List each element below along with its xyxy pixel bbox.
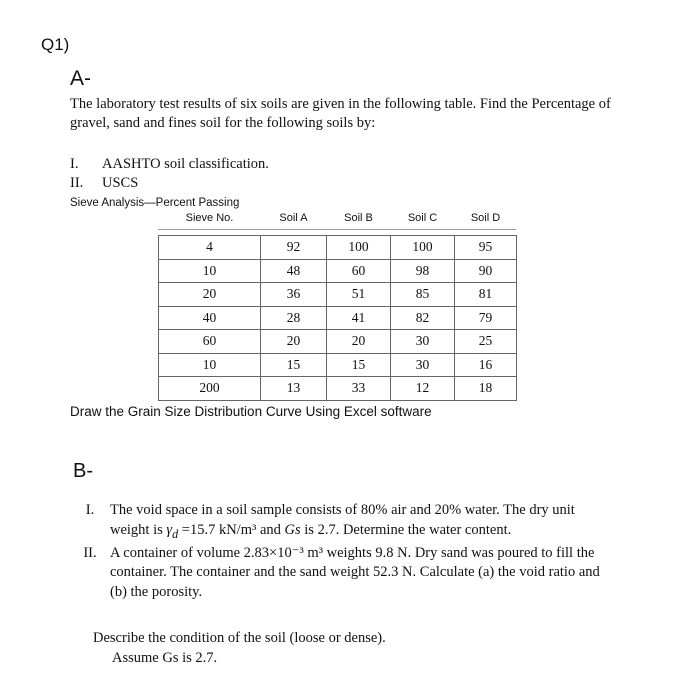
- table-cell: 51: [327, 283, 391, 307]
- table-cell: 12: [391, 377, 455, 401]
- table-cell: 10: [159, 353, 261, 377]
- describe-instruction: Describe the condition of the soil (loose or dense).: [93, 630, 386, 646]
- method-text: AASHTO soil classification.: [102, 156, 269, 172]
- table-cell: 20: [261, 330, 327, 354]
- table-row: [159, 236, 517, 260]
- part-a-heading: A-: [70, 67, 91, 90]
- table-cell: 20: [159, 283, 261, 307]
- problem-item: [70, 501, 630, 544]
- column-header: Soil A: [279, 212, 308, 224]
- table-cell: 92: [261, 236, 327, 260]
- table-cell: 28: [261, 306, 327, 330]
- column-header: Sieve No.: [185, 212, 234, 224]
- table-row: [159, 259, 517, 283]
- table-cell: 41: [327, 306, 391, 330]
- assumption-note: Assume Gs is 2.7.: [112, 650, 218, 666]
- table-row: [159, 377, 517, 401]
- part-a-intro: The laboratory test results of six soils are given in the following table. Find the Percentage of gravel, sand and fines soil for the following soils by:: [70, 96, 611, 131]
- table-header-row: [159, 207, 517, 229]
- table-cell: 16: [455, 353, 517, 377]
- table-caption: Sieve Analysis—Percent Passing: [70, 197, 240, 209]
- table-cell: 4: [159, 236, 261, 260]
- table-row: [159, 306, 517, 330]
- table-cell: 30: [391, 353, 455, 377]
- column-header: Soil C: [407, 212, 438, 224]
- table-row: [159, 283, 517, 307]
- table-cell: 100: [391, 236, 455, 260]
- table-cell: 18: [455, 377, 517, 401]
- problem-text: A container of volume 2.83×10⁻³ m³ weights 9.8 N. Dry sand was poured to fill the container. The container and the sand weight 52.3 N. Calculate (a) the void ratio and (b) the porosity.: [110, 544, 600, 600]
- table-cell: 79: [455, 306, 517, 330]
- table-cell: 60: [159, 330, 261, 354]
- table-cell: 25: [455, 330, 517, 354]
- table-cell: 95: [455, 236, 517, 260]
- table-cell: 15: [327, 353, 391, 377]
- table-cell: 13: [261, 377, 327, 401]
- table-cell: 10: [159, 259, 261, 283]
- table-cell: 82: [391, 306, 455, 330]
- table-cell: 98: [391, 259, 455, 283]
- excel-instruction: Draw the Grain Size Distribution Curve Using Excel software: [70, 404, 432, 419]
- sieve-analysis-table: [158, 207, 517, 401]
- table-cell: 90: [455, 259, 517, 283]
- table-cell: 60: [327, 259, 391, 283]
- problem-text-part: is 2.7. Determine the water content.: [300, 521, 512, 538]
- table-row: [159, 330, 517, 354]
- problem-number: I.: [85, 502, 95, 518]
- column-header: Soil B: [344, 212, 373, 224]
- table-cell: 33: [327, 377, 391, 401]
- method-number: I.: [70, 156, 79, 172]
- problem-item: [70, 544, 630, 603]
- method-item: [70, 174, 269, 193]
- part-b-heading: B-: [73, 460, 93, 482]
- classification-methods: [70, 155, 269, 193]
- table-cell: 20: [327, 330, 391, 354]
- method-number: II.: [70, 175, 84, 191]
- problem-text-part: =15.7 kN/m³ and: [178, 521, 285, 538]
- table-cell: 85: [391, 283, 455, 307]
- table-cell: 30: [391, 330, 455, 354]
- problem-number: II.: [83, 544, 97, 561]
- table-cell: 40: [159, 306, 261, 330]
- table-cell: 36: [261, 283, 327, 307]
- table-cell: 81: [455, 283, 517, 307]
- table-cell: 15: [261, 353, 327, 377]
- table-cell: 200: [159, 377, 261, 401]
- gamma-symbol: γ: [166, 521, 173, 538]
- question-label: Q1): [41, 35, 70, 54]
- gs-symbol: Gs: [284, 521, 301, 538]
- method-item: [70, 155, 269, 174]
- table-cell: 100: [327, 236, 391, 260]
- table-cell: 48: [261, 259, 327, 283]
- problem-text: [110, 501, 610, 544]
- gamma-subscript: d: [172, 526, 179, 541]
- method-text: USCS: [102, 175, 139, 191]
- problem-text-part: The void space in a soil sample consists of 80% air and 20% water. The dry unit weight is: [110, 502, 575, 538]
- part-b-problems: [70, 501, 630, 602]
- table-row: [159, 353, 517, 377]
- column-header: Soil D: [470, 212, 501, 224]
